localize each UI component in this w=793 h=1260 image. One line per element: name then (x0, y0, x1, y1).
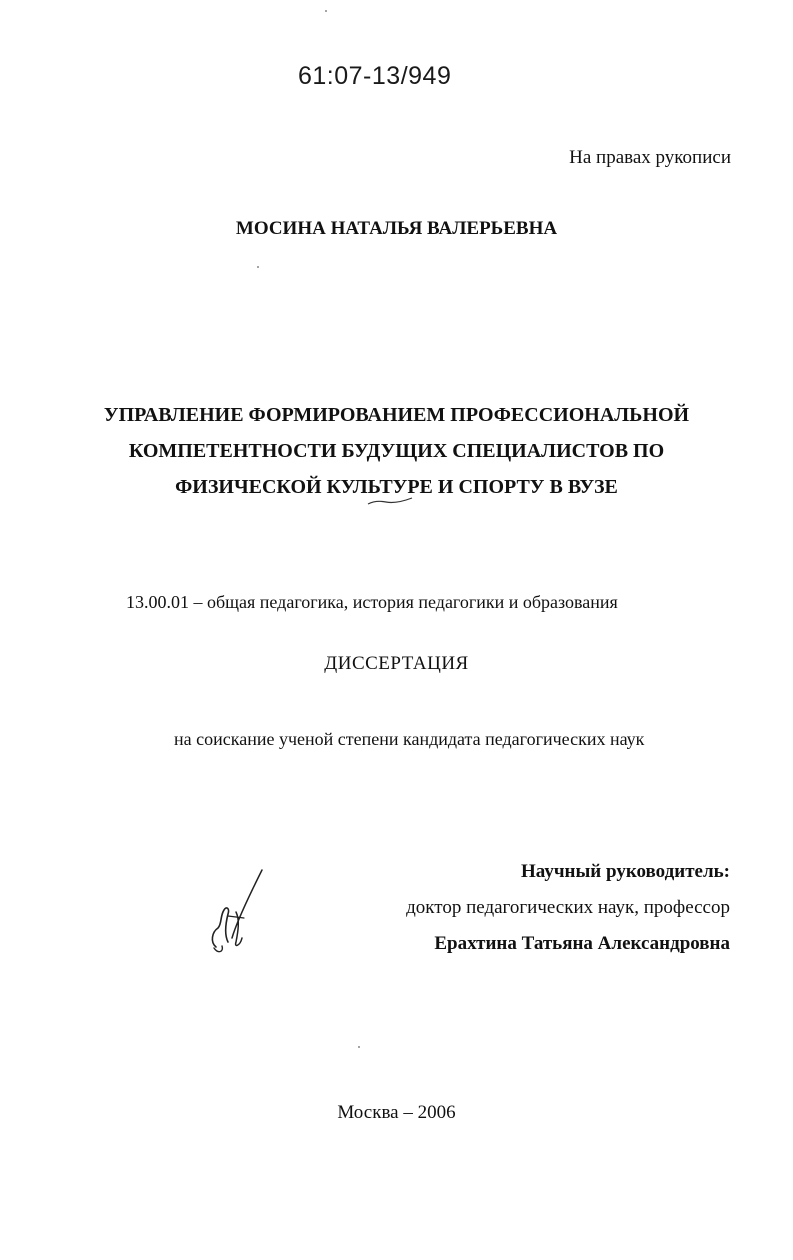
document-type: ДИССЕРТАЦИЯ (324, 653, 469, 674)
dissertation-title (0, 397, 793, 505)
author-name: МОСИНА НАТАЛЬЯ ВАЛЕРЬЕВНА (235, 218, 558, 239)
scan-speck (325, 10, 327, 12)
specialty-code: 13.00.01 – общая педагогика, история педагогики и образования (126, 592, 618, 612)
supervisor-heading: Научный руководитель: (521, 861, 730, 882)
city-year: Москва – 2006 (337, 1102, 456, 1123)
pen-mark (366, 494, 416, 508)
title-line: КОМПЕТЕНТНОСТИ БУДУЩИХ СПЕЦИАЛИСТОВ ПО (128, 440, 665, 462)
scan-speck (358, 1046, 360, 1048)
title-line: УПРАВЛЕНИЕ ФОРМИРОВАНИЕМ ПРОФЕССИОНАЛЬНОЙ (103, 404, 690, 426)
handwritten-signature (206, 862, 276, 962)
supervisor-name: Ерахтина Татьяна Александровна (434, 933, 730, 954)
rights-note: На правах рукописи (569, 147, 731, 168)
scan-speck (257, 266, 259, 268)
supervisor-credentials: доктор педагогических наук, профессор (406, 897, 730, 918)
degree-line: на соискание ученой степени кандидата педагогических наук (174, 729, 645, 749)
archive-code: 61:07-13/949 (298, 62, 452, 90)
title-line: ФИЗИЧЕСКОЙ КУЛЬТУРЕ И СПОРТУ В ВУЗЕ (175, 476, 618, 498)
supervisor-block (406, 854, 730, 962)
